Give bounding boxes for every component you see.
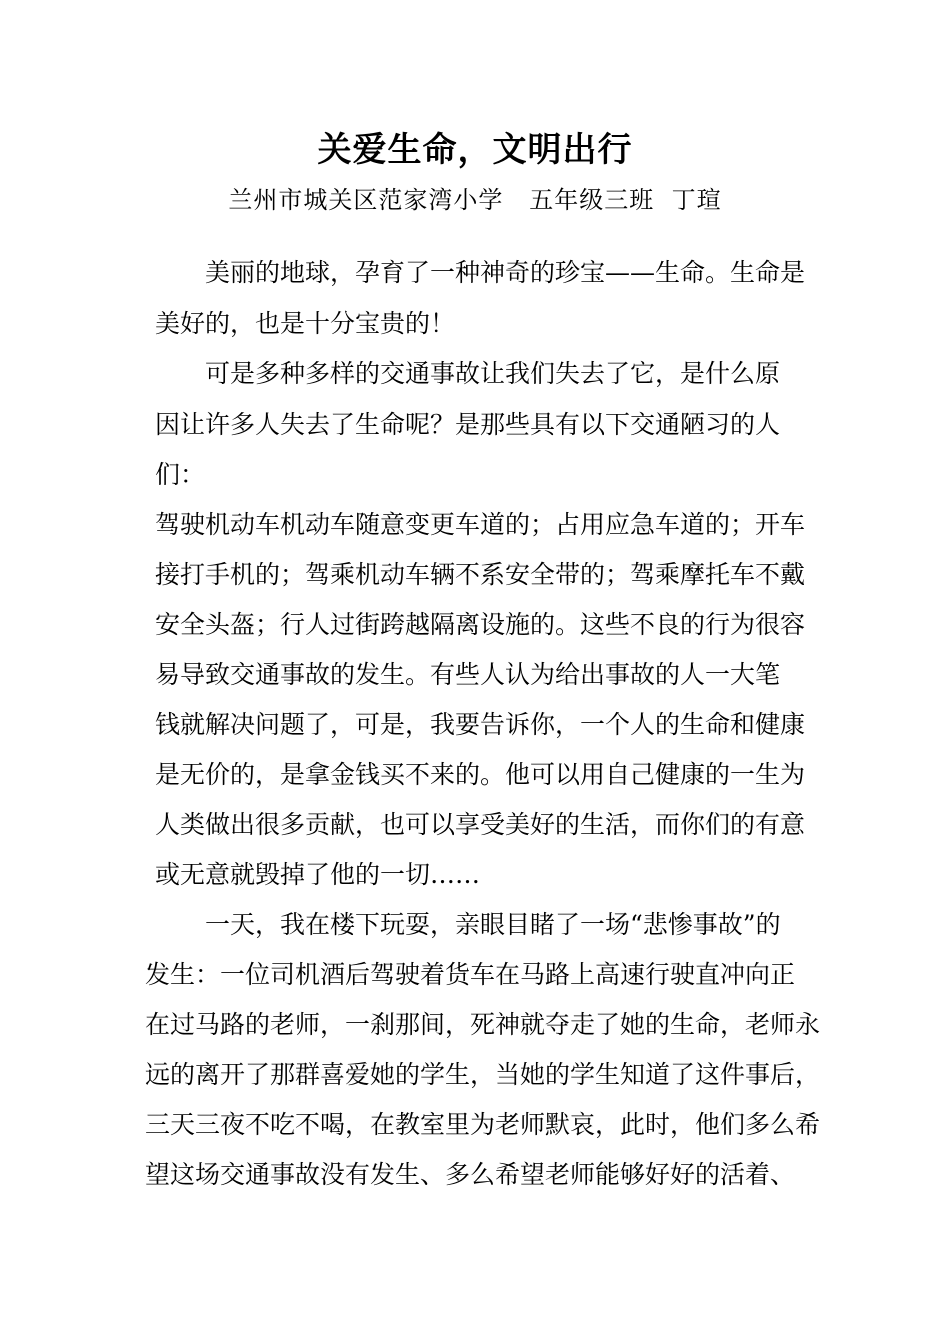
text-line: 美好的，也是十分宝贵的！ — [155, 309, 456, 338]
text-line: 发生：一位司机酒后驾驶着货车在马路上高速行驶直冲向正 — [145, 960, 796, 989]
text-line: 可是多种多样的交通事故让我们失去了它，是什么原 — [205, 359, 781, 388]
text-line: 一天，我在楼下玩耍，亲眼目睹了一场“悲惨事故”的 — [205, 910, 781, 939]
text-line: 人类做出很多贡献，也可以享受美好的生活，而你们的有意 — [155, 810, 806, 839]
text-line: 接打手机的；驾乘机动车辆不系安全带的；驾乘摩托车不戴 — [155, 560, 806, 589]
document-byline: 兰州市城关区范家湾小学 五年级三班 丁瑄 — [228, 186, 722, 214]
text-line: 钱就解决问题了，可是，我要告诉你，一个人的生命和健康 — [155, 710, 806, 739]
text-line: 在过马路的老师，一刹那间，死神就夺走了她的生命，老师永 — [145, 1010, 821, 1039]
text-line: 易导致交通事故的发生。有些人认为给出事故的人一大笔 — [155, 660, 781, 689]
text-line: 安全头盔；行人过街跨越隔离设施的。这些不良的行为很容 — [155, 610, 806, 639]
document-title: 关爱生命，文明出行 — [317, 130, 633, 170]
text-line: 因让许多人失去了生命呢？是那些具有以下交通陋习的人 — [155, 410, 781, 439]
text-line: 美丽的地球，孕育了一种神奇的珍宝——生命。生命是 — [205, 258, 806, 287]
text-line: 望这场交通事故没有发生、多么希望老师能够好好的活着、 — [145, 1160, 796, 1189]
text-line: 是无价的，是拿金钱买不来的。他可以用自己健康的一生为 — [155, 760, 806, 789]
text-line: 远的离开了那群喜爱她的学生，当她的学生知道了这件事后， — [145, 1060, 821, 1089]
text-line: 驾驶机动车机动车随意变更车道的；占用应急车道的；开车 — [155, 510, 806, 539]
text-line: 三天三夜不吃不喝，在教室里为老师默哀，此时，他们多么希 — [145, 1110, 821, 1139]
text-line: 们： — [155, 460, 206, 489]
text-line: 或无意就毁掉了他的一切…… — [155, 860, 481, 889]
